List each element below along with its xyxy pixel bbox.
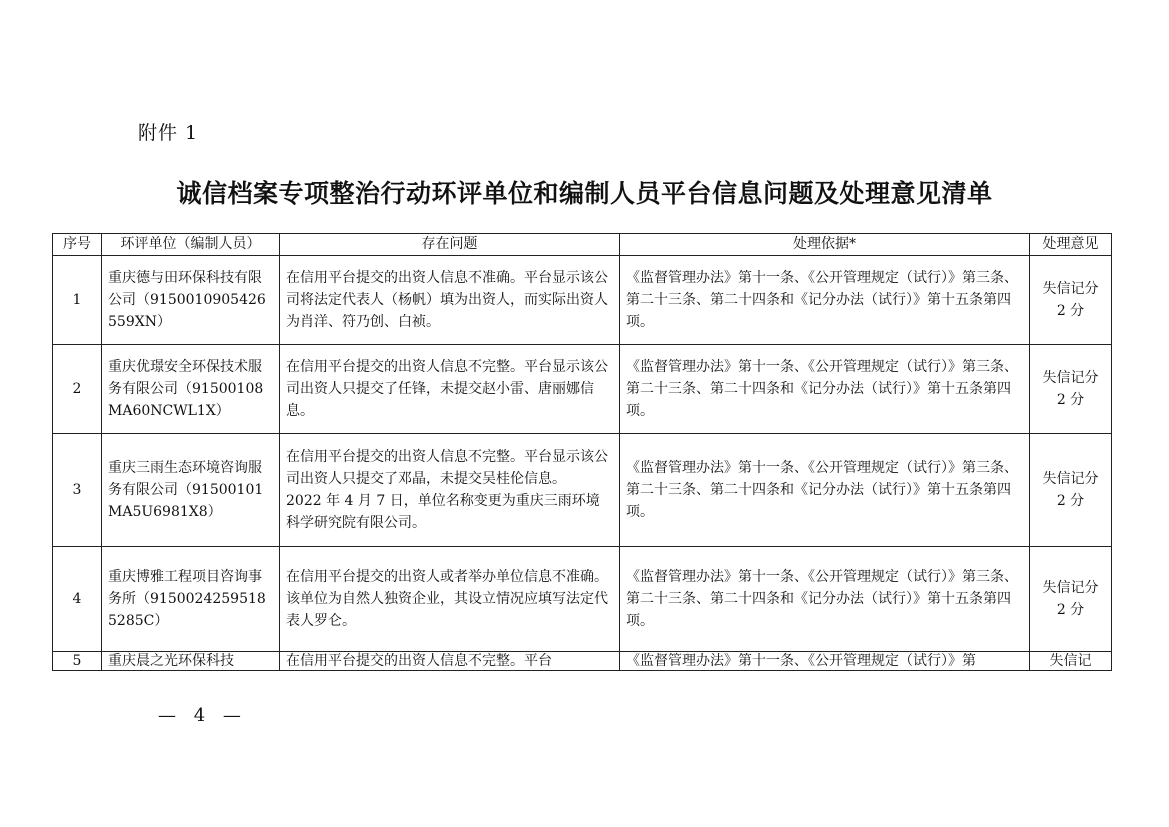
cell-seq: 4 (53, 547, 102, 652)
table-row (53, 652, 1112, 671)
attachment-label: 附件 1 (138, 122, 199, 144)
cell-issue (280, 547, 620, 652)
cell-opinion: 失信记分 2 分 (1030, 547, 1112, 652)
cell-org: 重庆优璟安全环保技术服务有限公司（91500108MA60NCWL1X） (102, 345, 280, 434)
cell-seq: 3 (53, 434, 102, 547)
issue-text: 在信用平台提交的出资人或者举办单位信息不准确。该单位为自然人独资企业，其设立情况应填写法定代表人罗仑。 (286, 569, 608, 629)
cell-basis: 《监督管理办法》第十一条、《公开管理规定（试行）》第三条、第二十三条、第二十四条和《记分办法（试行）》第十五条第四项。 (620, 434, 1030, 547)
cell-issue (280, 652, 620, 671)
cell-opinion: 失信记分 2 分 (1030, 345, 1112, 434)
cell-basis: 《监督管理办法》第十一条、《公开管理规定（试行）》第三条、第二十三条、第二十四条和《记分办法（试行）》第十五条第四项。 (620, 547, 1030, 652)
cell-seq: 1 (53, 256, 102, 345)
table-header-row (53, 234, 1112, 256)
header-basis: 处理依据* (620, 234, 1030, 256)
cell-seq (53, 652, 102, 671)
header-org: 环评单位（编制人员） (102, 234, 280, 256)
issue-note: 2022 年 4 月 7 日，单位名称变更为重庆三雨环境科学研究院有限公司。 (286, 493, 600, 531)
table-row (53, 256, 1112, 345)
table-row (53, 547, 1112, 652)
header-issue: 存在问题 (280, 234, 620, 256)
cell-issue (280, 434, 620, 547)
table-row (53, 345, 1112, 434)
cell-org-text: 重庆晨之光环保科技 (108, 653, 234, 669)
issue-text: 在信用平台提交的出资人信息不准确。平台显示该公司将法定代表人（杨帆）填为出资人，而实际出资人为肖洋、符乃创、白祯。 (286, 270, 608, 330)
cell-basis (620, 652, 1030, 671)
cell-seq-text: 5 (72, 653, 82, 669)
document-title: 诚信档案专项整治行动环评单位和编制人员平台信息问题及处理意见清单 (176, 179, 993, 208)
cell-org: 重庆德与田环保科技有限公司（915001090542655​9XN） (102, 256, 280, 345)
header-opinion: 处理意见 (1030, 234, 1112, 256)
cell-org: 重庆博雅工程项目咨询事务所（91500242595185285C） (102, 547, 280, 652)
page-number: — 4 — (158, 705, 247, 726)
table-row (53, 434, 1112, 547)
cell-basis: 《监督管理办法》第十一条、《公开管理规定（试行）》第三条、第二十三条、第二十四条和《记分办法（试行）》第十五条第四项。 (620, 256, 1030, 345)
cell-opinion-text: 失信记 (1049, 653, 1092, 669)
cell-opinion: 失信记分 2 分 (1030, 434, 1112, 547)
issue-text: 在信用平台提交的出资人信息不完整。平台显示该公司出资人只提交了邓晶，未提交吴桂伦信息。 (286, 449, 608, 487)
issue-text: 在信用平台提交的出资人信息不完整。平台显示该公司出资人只提交了任锋，未提交赵小雷、唐丽娜信息。 (286, 359, 608, 419)
cell-opinion: 失信记分 2 分 (1030, 256, 1112, 345)
issue-text: 在信用平台提交的出资人信息不完整。平台 (286, 653, 552, 669)
cell-opinion (1030, 652, 1112, 671)
cell-basis: 《监督管理办法》第十一条、《公开管理规定（试行）》第三条、第二十三条、第二十四条和《记分办法（试行）》第十五条第四项。 (620, 345, 1030, 434)
issues-table (52, 233, 1112, 671)
cell-issue (280, 345, 620, 434)
cell-org: 重庆三雨生态环境咨询服务有限公司（91500101MA5U6981X8） (102, 434, 280, 547)
header-seq: 序号 (53, 234, 102, 256)
cell-basis-text: 《监督管理办法》第十一条、《公开管理规定（试行）》第 (626, 653, 976, 669)
cell-seq: 2 (53, 345, 102, 434)
cell-org (102, 652, 280, 671)
cell-issue (280, 256, 620, 345)
